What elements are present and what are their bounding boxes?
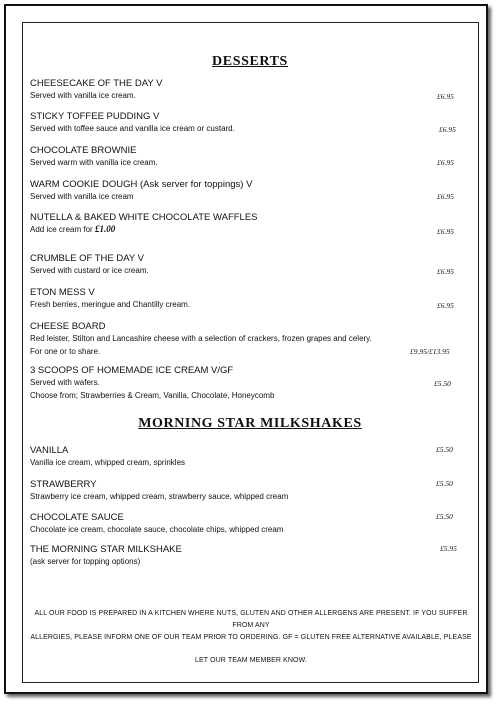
item-name: CHEESECAKE OF THE DAY V (30, 78, 163, 89)
item-description: Vanilla ice cream, whipped cream, sprinkles (30, 458, 186, 467)
price-ice-cream: £5.50 (434, 379, 451, 388)
menu-item-brownie (30, 145, 460, 169)
item-name: 3 SCOOPS OF HOMEMADE ICE CREAM V/GF (30, 365, 234, 376)
price-cookie-dough: £6.95 (437, 192, 454, 201)
item-description: Served warm with vanilla ice cream. (30, 158, 158, 167)
menu-item-sticky-toffee (30, 111, 460, 135)
item-name: CHEESE BOARD (30, 321, 106, 332)
price-waffles: £6.95 (437, 227, 454, 236)
allergen-notice (28, 608, 474, 667)
item-name: ETON MESS V (30, 287, 95, 298)
menu-item-eton-mess (30, 287, 460, 311)
item-description: (ask server for topping options) (30, 557, 141, 566)
price-chocolate-shake: £5.50 (436, 512, 453, 521)
price-cheese-board: £9.95/£13.95 (410, 347, 450, 356)
item-description: Chocolate ice cream, chocolate sauce, chocolate chips, whipped cream (30, 525, 284, 534)
item-description-2: For one or to share. (30, 347, 101, 356)
item-description: Served with vanilla ice cream. (30, 91, 136, 100)
item-description: Red leister, Stilton and Lancashire cheese with a selection of crackers, frozen grapes and celery. (30, 334, 372, 343)
item-description: Served with toffee sauce and vanilla ice cream or custard. (30, 124, 235, 133)
menu-item-cookie-dough (30, 179, 460, 203)
item-name: CHOCOLATE BROWNIE (30, 145, 137, 156)
desserts-heading: DESSERTS (212, 54, 288, 69)
item-name: STRAWBERRY (30, 479, 97, 490)
item-name: THE MORNING STAR MILKSHAKE (30, 544, 182, 555)
item-description-2: Choose from; Strawberries & Cream, Vanilla, Chocolate, Honeycomb (30, 391, 275, 400)
menu-item-ice-cream (30, 365, 460, 402)
item-description: Fresh berries, meringue and Chantilly cream. (30, 300, 191, 309)
menu-item-cheesecake (30, 78, 460, 102)
item-name: STICKY TOFFEE PUDDING V (30, 111, 160, 122)
menu-item-vanilla-shake (30, 445, 460, 469)
price-vanilla-shake: £5.50 (436, 445, 453, 454)
item-name: CHOCOLATE SAUCE (30, 512, 124, 523)
price-eton-mess: £6.95 (437, 301, 454, 310)
price-cheesecake: £6.95 (437, 92, 454, 101)
allergen-notice-line-3: LET OUR TEAM MEMBER KNOW. (195, 657, 307, 664)
item-name: CRUMBLE OF THE DAY V (30, 253, 145, 264)
menu-item-waffles (30, 212, 460, 236)
price-morning-star-shake: £5.95 (440, 544, 457, 553)
menu-item-crumble (30, 253, 460, 277)
item-description: Strawberry ice cream, whipped cream, strawberry sauce, whipped cream (30, 492, 289, 501)
item-description: Served with custard or ice cream. (30, 266, 149, 275)
price-brownie: £6.95 (437, 158, 454, 167)
menu-item-morning-star-shake (30, 544, 460, 568)
price-crumble: £6.95 (437, 267, 454, 276)
milkshakes-heading: MORNING STAR MILKSHAKES (138, 416, 362, 431)
allergen-notice-line-2: ALLERGIES, PLEASE INFORM ONE OF OUR TEAM PRIOR TO ORDERING. GF = GLUTEN FREE ALTERNATIVE AVAILABLE, PLEASE (30, 634, 472, 641)
price-strawberry-shake: £5.50 (436, 479, 453, 488)
item-name: NUTELLA & BAKED WHITE CHOCOLATE WAFFLES (30, 212, 258, 223)
allergen-notice-line-1: ALL OUR FOOD IS PREPARED IN A KITCHEN WHERE NUTS, GLUTEN AND OTHER ALLERGENS ARE PRESENT. IF YOU SUFFER FROM ANY (34, 610, 468, 629)
addon-price: £1.00 (94, 224, 116, 234)
price-sticky-toffee: £6.95 (439, 125, 456, 134)
menu-item-strawberry-shake (30, 479, 460, 503)
menu-item-chocolate-shake (30, 512, 460, 536)
item-description: Served with wafers. (30, 378, 100, 387)
item-name: WARM COOKIE DOUGH (Ask server for toppings) V (30, 179, 253, 190)
item-description-prefix: Add ice cream for (30, 225, 93, 234)
menu-item-cheese-board (30, 321, 460, 358)
item-name: VANILLA (30, 445, 69, 456)
item-description (30, 223, 460, 236)
item-description: Served with vanilla ice cream (30, 192, 134, 201)
